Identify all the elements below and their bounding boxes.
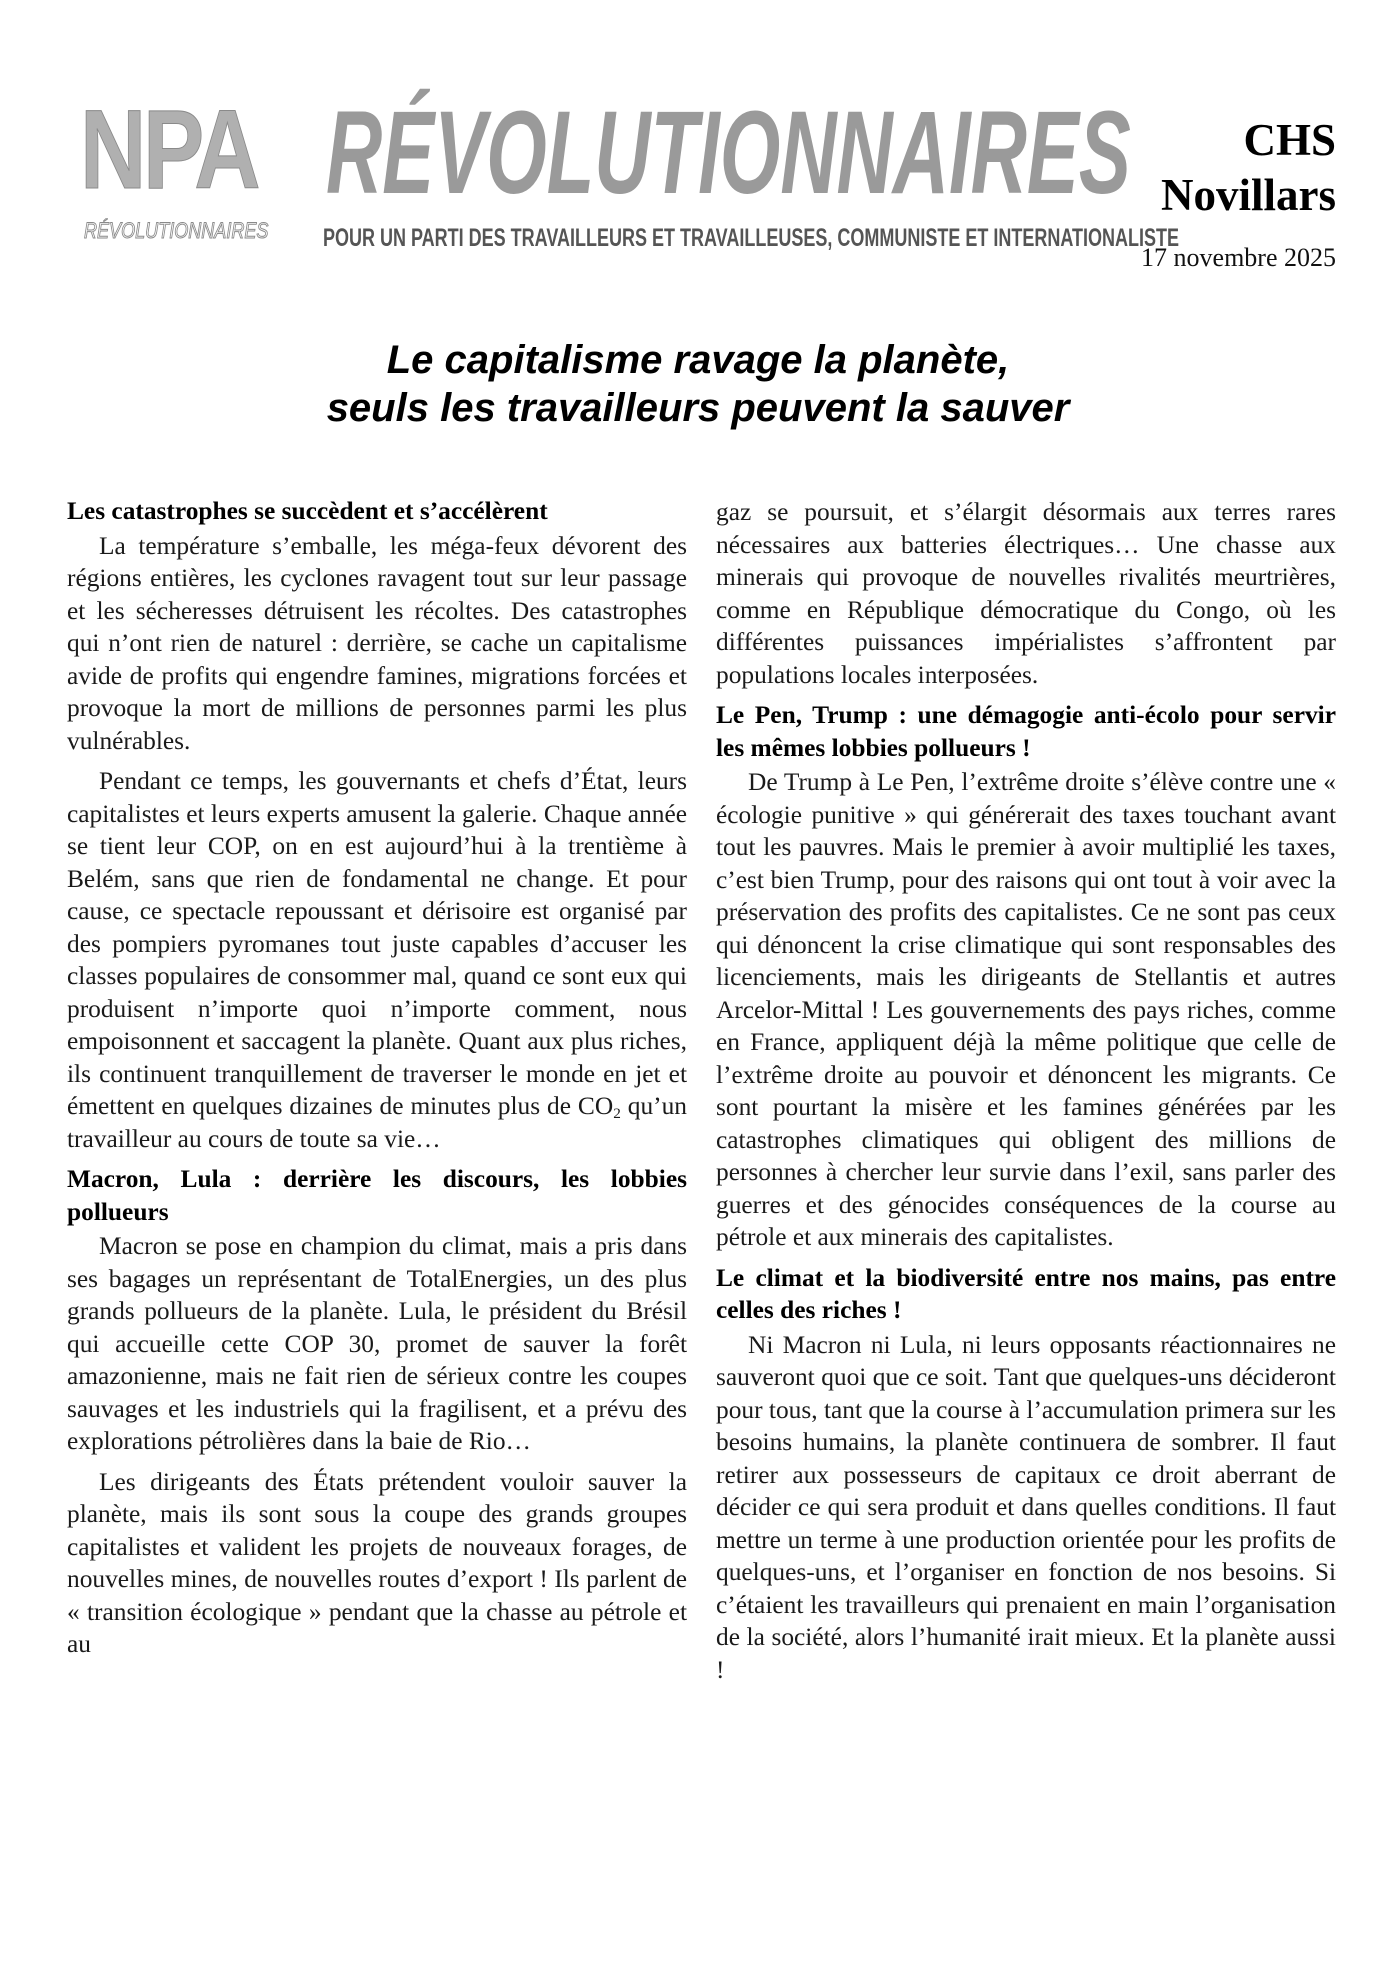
masthead-tagline: POUR UN PARTI DES TRAVAILLEURS ET TRAVAILLEUSES, COMMUNISTE ET INTERNATIONALISTE (323, 224, 1180, 252)
publication-date: 17 novembre 2025 (1141, 243, 1336, 272)
paragraph-text: Pendant ce temps, les gouvernants et chefs d’État, leurs capitalistes et leurs experts amusent la galerie. Chaque année se tient leur COP, on en est aujourd’hui à la trentième à Belém, sans que rien de fondamental ne change. Et pour cause, ce spectacle repoussant et dérisoire est organisé par des pompiers pyromanes tout juste capables d’accuser les classes populaires de consommer mal, quand ce sont eux qui produisent n’importe quoi n’importe comment, nous empoisonnent et saccagent la planète. Quant aux plus riches, ils continuent tranquillement de traverser le monde en jet et émettent en quelques dizaines de minutes plus de (67, 767, 687, 1120)
paragraph: Ni Macron ni Lula, ni leurs opposants réactionnaires ne sauveront quoi que ce soit. Tant que quelques-uns décideront pour tous, tant que la course à l’accumulation primera sur les besoins humains, la planète continuera de sombrer. Il faut retirer aux possesseurs de capitaux ce droit aberrant de décider ce qui sera produit et dans quelles conditions. Il faut mettre un terme à une production orientée pour les profits de quelques-uns, et l’organiser en fonction de nos besoins. Si c’étaient les travailleurs qui prenaient en main l’organisation de la société, alors l’humanité irait mieux. Et la planète aussi ! (716, 1330, 1336, 1684)
masthead (0, 0, 1396, 300)
article-title-line-1: Le capitalisme ravage la planète, (386, 338, 1010, 382)
article-title-line-2: seuls les travailleurs peuvent la sauver (326, 386, 1070, 430)
location-line-2: Novillars (1161, 170, 1336, 220)
section-heading: Macron, Lula : derrière les discours, les lobbies pollueurs (67, 1165, 687, 1226)
section-heading: Les catastrophes se succèdent et s’accélèrent (67, 497, 548, 525)
npa-logo: NPA (80, 87, 258, 212)
paragraph-text-end: qu’un travailleur au cours de toute sa vie… (67, 1092, 687, 1153)
article-title (0, 336, 1396, 432)
location (1161, 113, 1336, 223)
paragraph: Les dirigeants des États prétendent vouloir sauver la planète, mais ils sont sous la coupe des grands groupes capitalistes et valident les projets de nouveaux forages, de nouvelles mines, de nouvelles routes d’export ! Ils parlent de « transition écologique » pendant que la chasse au pétrole et au (67, 1467, 687, 1658)
paragraph (67, 765, 687, 1155)
right-column (716, 496, 1336, 1694)
co2-subscript: 2 (613, 1104, 621, 1122)
co2-label: CO (577, 1092, 614, 1120)
npa-logo-subtitle: RÉVOLUTIONNAIRES (84, 218, 269, 243)
section-heading: Le Pen, Trump : une démagogie anti-écolo pour servir les mêmes lobbies pollueurs ! (716, 701, 1336, 762)
paragraph: La température s’emballe, les méga-feux dévorent des régions entières, les cyclones ravagent tout sur leur passage et les sécheresses détruisent les récoltes. Des catastrophes qui n’ont rien de naturel : derrière, se cache un capitalisme avide de profits qui engendre famines, migrations forcées et provoque la mort de millions de personnes parmi les plus vulnérables. (67, 531, 687, 755)
masthead-title: RÉVOLUTIONNAIRES (326, 87, 1131, 219)
paragraph: gaz se poursuit, et s’élargit désormais aux terres rares nécessaires aux batteries électriques… Une chasse aux minerais qui provoque de nouvelles rivalités meurtrières, comme en République démocratique du Congo, où les différentes puissances impérialistes s’affrontent par populations locales interposées. (716, 498, 1336, 689)
left-column (67, 495, 687, 1669)
paragraph: De Trump à Le Pen, l’extrême droite s’élève contre une « écologie punitive » qui générerait des taxes touchant avant tout les pauvres. Mais le premier à avoir multiplié les taxes, c’est bien Trump, pour des raisons qui ont tout à voir avec la préservation des profits des capitalistes. Ce ne sont pas ceux qui dénoncent la crise climatique qui sont responsables des licenciements, mais les dirigeants de Stellantis et autres Arcelor-Mittal ! Les gouvernements des pays riches, comme en France, appliquent déjà la même politique que celle de l’extrême droite au pouvoir et dénoncent les migrants. Ce sont pourtant la misère et les famines générées par les catastrophes climatiques qui obligent des millions de personnes à chercher leur survie dans l’exil, sans parler des guerres et des génocides conséquences de la course au pétrole et aux minerais des capitalistes. (716, 768, 1336, 1251)
section-heading: Le climat et la biodiversité entre nos mains, pas entre celles des riches ! (716, 1263, 1336, 1324)
paragraph: Macron se pose en champion du climat, mais a pris dans ses bagages un représentant de TotalEnergies, un des plus grands pollueurs de la planète. Lula, le président du Brésil qui accueille cette COP 30, promet de sauver la forêt amazonienne, mais ne fait rien de sérieux contre les coupes sauvages et les industriels qui la fragilisent, et a prévu des explorations pétrolières dans la baie de Rio… (67, 1232, 687, 1455)
location-line-1: CHS (1243, 115, 1336, 165)
